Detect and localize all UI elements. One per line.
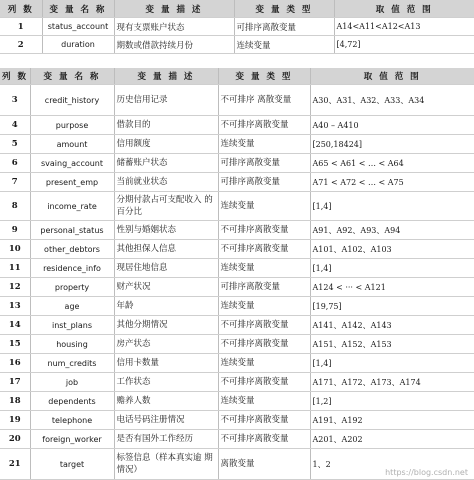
cell-name: duration (42, 36, 114, 54)
cell-name: housing (30, 335, 114, 354)
table-row (0, 240, 474, 259)
cell-type: 不可排序离散变量 (218, 116, 310, 135)
header-col-type: 变 量 类 型 (218, 68, 310, 85)
cell-name: svaing_account (30, 154, 114, 173)
cell-type: 不可排序离散变量 (218, 373, 310, 392)
cell-desc: 标签信息（样本真实逾 期情况） (114, 449, 218, 480)
table-row (0, 278, 474, 297)
cell-desc: 财产状况 (114, 278, 218, 297)
header-col-desc: 变 量 描 述 (114, 68, 218, 85)
cell-range: [250,18424] (310, 135, 474, 154)
header-col-name: 变 量 名 称 (30, 68, 114, 85)
cell-range: A171、A172、A173、A174 (310, 373, 474, 392)
cell-desc: 信用卡数量 (114, 354, 218, 373)
cell-desc: 现有支票账户状态 (114, 18, 234, 36)
header-col-no: 列 数 (0, 0, 42, 18)
cell-desc: 电话号码注册情况 (114, 411, 218, 430)
table-part-1 (0, 0, 474, 54)
table-row (0, 173, 474, 192)
cell-no: 5 (0, 135, 30, 154)
cell-range: A101、A102、A103 (310, 240, 474, 259)
cell-type: 不可排序离散变量 (218, 430, 310, 449)
cell-type: 连续变量 (218, 392, 310, 411)
cell-name: status_account (42, 18, 114, 36)
cell-name: age (30, 297, 114, 316)
cell-range: A91、A92、A93、A94 (310, 221, 474, 240)
cell-desc: 其他担保人信息 (114, 240, 218, 259)
cell-type: 离散变量 (218, 449, 310, 480)
cell-type: 可排序离散变量 (218, 278, 310, 297)
cell-desc: 储蓄账户状态 (114, 154, 218, 173)
cell-name: job (30, 373, 114, 392)
cell-type: 连续变量 (234, 36, 334, 54)
table-row (0, 221, 474, 240)
cell-name: dependents (30, 392, 114, 411)
cell-range: A191、A192 (310, 411, 474, 430)
cell-range: A30、A31、A32、A33、A34 (310, 85, 474, 116)
cell-no: 4 (0, 116, 30, 135)
cell-name: target (30, 449, 114, 480)
cell-no: 8 (0, 192, 30, 221)
cell-type: 连续变量 (218, 135, 310, 154)
cell-no: 6 (0, 154, 30, 173)
cell-range: A141、A142、A143 (310, 316, 474, 335)
table-row (0, 85, 474, 116)
cell-name: income_rate (30, 192, 114, 221)
cell-name: personal_status (30, 221, 114, 240)
cell-name: credit_history (30, 85, 114, 116)
cell-range: A40 – A410 (310, 116, 474, 135)
table-row (0, 316, 474, 335)
table-row (0, 430, 474, 449)
cell-range: A151、A152、A153 (310, 335, 474, 354)
header-col-type: 变 量 类 型 (234, 0, 334, 18)
cell-no: 1 (0, 18, 42, 36)
table-header-row (0, 68, 474, 85)
cell-range: A71 < A72 < … < A75 (310, 173, 474, 192)
cell-desc: 期数或借款持续月份 (114, 36, 234, 54)
cell-range: A14<A11<A12<A13 (334, 18, 474, 36)
cell-range: [4,72] (334, 36, 474, 54)
table-body (0, 85, 474, 480)
cell-type: 不可排序 离散变量 (218, 85, 310, 116)
cell-no: 18 (0, 392, 30, 411)
cell-type: 不可排序离散变量 (218, 411, 310, 430)
cell-range: 1、2 (310, 449, 474, 480)
cell-desc: 信用额度 (114, 135, 218, 154)
cell-type: 可排序离散变量 (218, 173, 310, 192)
table-row (0, 192, 474, 221)
cell-name: property (30, 278, 114, 297)
cell-desc: 当前就业状态 (114, 173, 218, 192)
cell-desc: 借款目的 (114, 116, 218, 135)
table-row (0, 373, 474, 392)
header-col-name: 变 量 名 称 (42, 0, 114, 18)
cell-name: telephone (30, 411, 114, 430)
cell-no: 14 (0, 316, 30, 335)
table-part-2 (0, 68, 474, 480)
table-row (0, 297, 474, 316)
cell-no: 19 (0, 411, 30, 430)
table-row (0, 36, 474, 54)
cell-desc: 分期付款占可支配收入 的百分比 (114, 192, 218, 221)
cell-no: 13 (0, 297, 30, 316)
cell-range: A124 < ··· < A121 (310, 278, 474, 297)
header-col-range: 取 值 范 围 (334, 0, 474, 18)
cell-range: [1,4] (310, 259, 474, 278)
header-col-no: 列 数 (0, 68, 30, 85)
cell-desc: 是否有国外工作经历 (114, 430, 218, 449)
cell-no: 3 (0, 85, 30, 116)
cell-name: present_emp (30, 173, 114, 192)
table-row (0, 135, 474, 154)
cell-no: 12 (0, 278, 30, 297)
cell-no: 20 (0, 430, 30, 449)
cell-range: [1,2] (310, 392, 474, 411)
cell-desc: 现居住地信息 (114, 259, 218, 278)
cell-type: 可排序离散变量 (218, 154, 310, 173)
table-row (0, 354, 474, 373)
cell-name: purpose (30, 116, 114, 135)
cell-desc: 性别与婚姻状态 (114, 221, 218, 240)
cell-no: 10 (0, 240, 30, 259)
table-row (0, 392, 474, 411)
header-col-desc: 变 量 描 述 (114, 0, 234, 18)
cell-name: inst_plans (30, 316, 114, 335)
cell-type: 不可排序离散变量 (218, 240, 310, 259)
cell-name: amount (30, 135, 114, 154)
table-row (0, 116, 474, 135)
cell-type: 可排序离散变量 (234, 18, 334, 36)
cell-type: 连续变量 (218, 354, 310, 373)
cell-type: 连续变量 (218, 259, 310, 278)
cell-type: 连续变量 (218, 297, 310, 316)
cell-type: 不可排序离散变量 (218, 221, 310, 240)
cell-range: [1,4] (310, 192, 474, 221)
cell-no: 9 (0, 221, 30, 240)
cell-desc: 工作状态 (114, 373, 218, 392)
cell-desc: 赡养人数 (114, 392, 218, 411)
cell-no: 16 (0, 354, 30, 373)
cell-type: 连续变量 (218, 192, 310, 221)
cell-name: num_credits (30, 354, 114, 373)
cell-desc: 年龄 (114, 297, 218, 316)
header-col-range: 取 值 范 围 (310, 68, 474, 85)
cell-no: 2 (0, 36, 42, 54)
table-row (0, 18, 474, 36)
table-header-row (0, 0, 474, 18)
cell-type: 不可排序离散变量 (218, 335, 310, 354)
cell-no: 11 (0, 259, 30, 278)
watermark: https://blog.csdn.net (385, 468, 468, 477)
cell-range: A201、A202 (310, 430, 474, 449)
cell-range: [1,4] (310, 354, 474, 373)
cell-desc: 其他分期情况 (114, 316, 218, 335)
cell-name: foreign_worker (30, 430, 114, 449)
cell-range: A65 < A61 < … < A64 (310, 154, 474, 173)
cell-desc: 历史信用记录 (114, 85, 218, 116)
table-row (0, 259, 474, 278)
table-row (0, 154, 474, 173)
cell-no: 21 (0, 449, 30, 480)
cell-range: [19,75] (310, 297, 474, 316)
cell-no: 7 (0, 173, 30, 192)
cell-no: 17 (0, 373, 30, 392)
cell-name: residence_info (30, 259, 114, 278)
cell-desc: 房产状态 (114, 335, 218, 354)
table-row (0, 411, 474, 430)
cell-no: 15 (0, 335, 30, 354)
cell-name: other_debtors (30, 240, 114, 259)
cell-type: 不可排序离散变量 (218, 316, 310, 335)
table-row (0, 335, 474, 354)
